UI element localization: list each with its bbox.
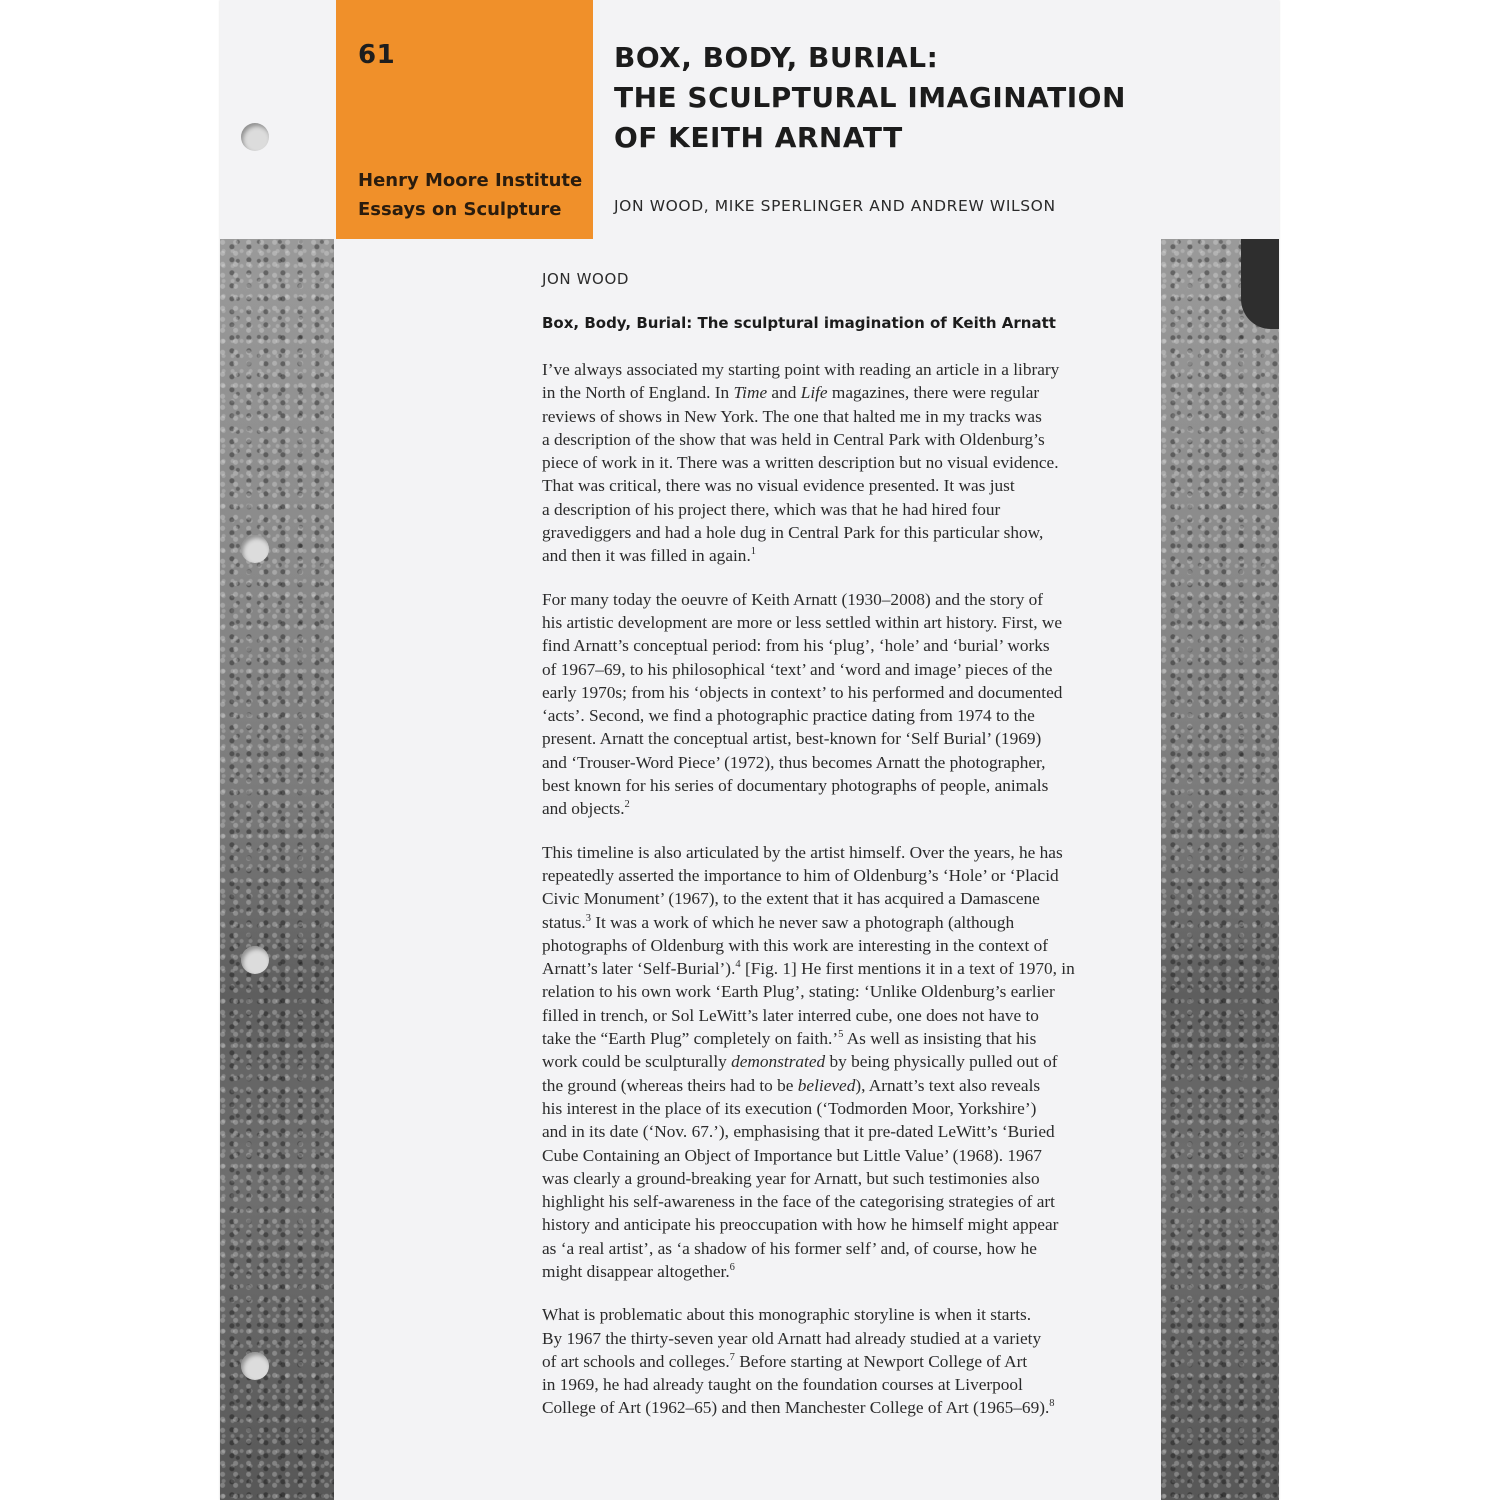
text-line: What is problematic about this monographic storyline is when it starts. xyxy=(542,1305,1032,1325)
article-byline: JON WOOD xyxy=(542,270,630,288)
text-line: ‘acts’. Second, we find a photographic practice dating from 1974 to the xyxy=(542,706,1035,726)
earth-photograph-left xyxy=(220,239,334,1500)
title-line: OF KEITH ARNATT xyxy=(614,121,903,154)
paragraph xyxy=(542,588,1142,821)
paragraph xyxy=(542,358,1142,568)
text-line: in the North of England. In Time and Life magazines, there were regular xyxy=(542,383,1040,403)
binder-hole-icon xyxy=(241,535,269,563)
text-line: gravediggers and had a hole dug in Central Park for this particular show, xyxy=(542,523,1044,543)
title-line: BOX, BODY, BURIAL: xyxy=(614,41,939,74)
series-name xyxy=(358,166,582,224)
text-line: of art schools and colleges.$^7$ Before starting at Newport College of Art xyxy=(542,1351,1028,1371)
text-line: his artistic development are more or less settled within art history. First, we xyxy=(542,612,1063,632)
binder-hole-icon xyxy=(241,1352,269,1380)
text-line: For many today the oeuvre of Keith Arnatt (1930–2008) and the story of xyxy=(542,589,1044,609)
text-line: That was critical, there was no visual evidence presented. It was just xyxy=(542,476,1015,496)
paragraph xyxy=(542,841,1142,1284)
text-line: find Arnatt’s conceptual period: from his ‘plug’, ‘hole’ and ‘burial’ works xyxy=(542,636,1050,656)
text-line: work could be sculpturally demonstrated by being physically pulled out of xyxy=(542,1052,1058,1072)
text-line: a description of the show that was held in Central Park with Oldenburg’s xyxy=(542,429,1045,449)
earth-photograph-right xyxy=(1161,239,1279,1500)
text-line: Arnatt’s later ‘Self-Burial’).$^4$ [Fig. 1] He first mentions it in a text of 1970, in xyxy=(542,959,1075,979)
text-line: By 1967 the thirty-seven year old Arnatt had already studied at a variety xyxy=(542,1328,1042,1348)
text-line: as ‘a real artist’, as ‘a shadow of his former self’ and, of course, how he xyxy=(542,1238,1037,1258)
text-line: College of Art (1962–65) and then Manchester College of Art (1965–69).$^8$ xyxy=(542,1398,1055,1418)
text-line: status.$^3$ It was a work of which he never saw a photograph (although xyxy=(542,912,1015,932)
series-line: Essays on Sculpture xyxy=(358,199,562,220)
article-title: Box, Body, Burial: The sculptural imagination of Keith Arnatt xyxy=(542,314,1056,332)
text-line: and objects.$^2$ xyxy=(542,799,630,819)
binder-hole-icon xyxy=(241,946,269,974)
article-body xyxy=(542,270,1142,1440)
text-line: early 1970s; from his ‘objects in context’ to his performed and documented xyxy=(542,682,1063,702)
text-line: I’ve always associated my starting point with reading an article in a library xyxy=(542,360,1060,379)
page-title xyxy=(614,38,1126,158)
title-line: THE SCULPTURAL IMAGINATION xyxy=(614,81,1126,114)
article-paragraphs xyxy=(542,358,1142,1420)
text-line: his interest in the place of its execution (‘Todmorden Moor, Yorkshire’) xyxy=(542,1098,1037,1118)
text-line: present. Arnatt the conceptual artist, best-known for ‘Self Burial’ (1969) xyxy=(542,729,1042,749)
photo-rock-shadow xyxy=(1241,239,1279,329)
text-line: highlight his self-awareness in the face of the categorising strategies of art xyxy=(542,1192,1055,1212)
text-line: was clearly a ground-breaking year for Arnatt, but such testimonies also xyxy=(542,1168,1040,1188)
text-line: relation to his own work ‘Earth Plug’, stating: ‘Unlike Oldenburg’s earlier xyxy=(542,982,1055,1002)
text-line: take the “Earth Plug” completely on faith.’$^5$ As well as insisting that his xyxy=(542,1029,1037,1049)
text-line: and ‘Trouser-Word Piece’ (1972), thus becomes Arnatt the photographer, xyxy=(542,752,1046,772)
text-line: reviews of shows in New York. The one that halted me in my tracks was xyxy=(542,406,1042,426)
text-line: Cube Containing an Object of Importance but Little Value’ (1968). 1967 xyxy=(542,1145,1042,1165)
series-line: Henry Moore Institute xyxy=(358,170,583,191)
text-line: and in its date (‘Nov. 67.’), emphasising that it pre-dated LeWitt’s ‘Buried xyxy=(542,1122,1055,1142)
text-line: might disappear altogether.$^6$ xyxy=(542,1261,735,1281)
text-line: filled in trench, or Sol LeWitt’s later interred cube, one does not have to xyxy=(542,1005,1039,1025)
text-line: repeatedly asserted the importance to him of Oldenburg’s ‘Hole’ or ‘Placid xyxy=(542,865,1059,885)
text-line: a description of his project there, which was that he had hired four xyxy=(542,499,1001,519)
text-line: history and anticipate his preoccupation with how he himself might appear xyxy=(542,1215,1059,1235)
authors-line: JON WOOD, MIKE SPERLINGER AND ANDREW WILSON xyxy=(614,197,1056,215)
text-line: of 1967–69, to his philosophical ‘text’ and ‘word and image’ pieces of the xyxy=(542,659,1053,679)
paragraph xyxy=(542,1303,1142,1419)
text-line: piece of work in it. There was a written description but no visual evidence. xyxy=(542,453,1059,473)
text-line: This timeline is also articulated by the artist himself. Over the years, he has xyxy=(542,842,1063,862)
text-line: the ground (whereas theirs had to be believed), Arnatt’s text also reveals xyxy=(542,1075,1041,1095)
text-line: in 1969, he had already taught on the foundation courses at Liverpool xyxy=(542,1375,1023,1395)
binder-hole-icon xyxy=(241,123,269,151)
text-line: and then it was filled in again.$^1$ xyxy=(542,546,757,566)
text-line: Civic Monument’ (1967), to the extent that it has acquired a Damascene xyxy=(542,889,1040,909)
text-line: photographs of Oldenburg with this work are interesting in the context of xyxy=(542,935,1049,955)
text-line: best known for his series of documentary photographs of people, animals xyxy=(542,776,1049,796)
page-number: 61 xyxy=(358,40,396,70)
